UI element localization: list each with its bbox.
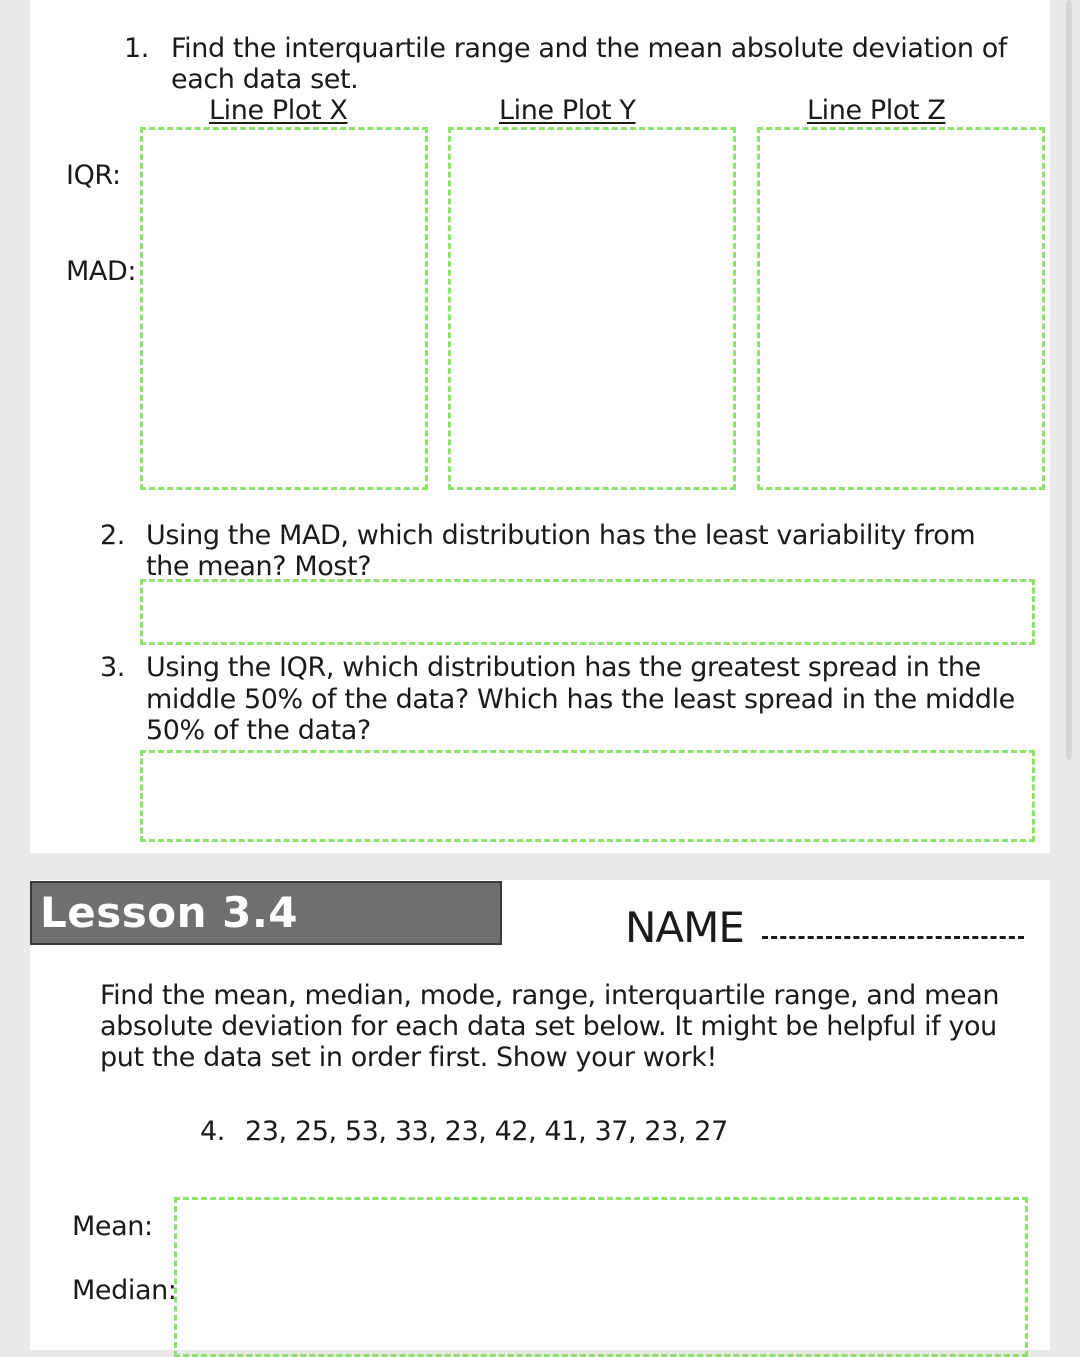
plot-y-title: Line Plot Y	[499, 95, 636, 126]
instructions-line2: absolute deviation for each data set below. It might be helpful if you	[100, 1011, 997, 1042]
mad-label: MAD:	[66, 256, 137, 287]
answer-box-q2[interactable]	[140, 579, 1035, 645]
iqr-label: IQR:	[66, 160, 121, 191]
q1-text-line1: Find the interquartile range and the mean absolute deviation of	[171, 33, 1007, 64]
plot-x-title: Line Plot X	[209, 95, 348, 126]
answer-box-plot-x[interactable]	[140, 127, 428, 490]
instructions-line1: Find the mean, median, mode, range, interquartile range, and mean	[100, 980, 1000, 1011]
q2-text-line2: the mean? Most?	[146, 551, 372, 582]
answer-box-plot-y[interactable]	[448, 127, 736, 490]
answer-box-q3[interactable]	[140, 750, 1035, 842]
mean-label: Mean:	[72, 1211, 153, 1242]
q1-text-line2: each data set.	[171, 64, 359, 95]
instructions-line3: put the data set in order first. Show your work!	[100, 1042, 717, 1073]
plot-z-title: Line Plot Z	[807, 95, 946, 126]
q4-data-set: 23, 25, 53, 33, 23, 42, 41, 37, 23, 27	[245, 1116, 728, 1147]
q1-number: 1.	[124, 33, 149, 64]
median-label: Median:	[72, 1275, 177, 1306]
q2-number: 2.	[100, 520, 125, 551]
q4-number: 4.	[200, 1116, 225, 1147]
q3-number: 3.	[100, 652, 125, 683]
name-label: NAME	[625, 903, 744, 952]
q2-text-line1: Using the MAD, which distribution has the least variability from	[146, 520, 976, 551]
q3-text-line3: 50% of the data?	[146, 715, 371, 746]
q3-text-line1: Using the IQR, which distribution has the greatest spread in the	[146, 652, 981, 683]
q3-text-line2: middle 50% of the data? Which has the least spread in the middle	[146, 684, 1015, 715]
scrollbar[interactable]	[1066, 0, 1072, 760]
answer-box-q4[interactable]	[174, 1197, 1028, 1357]
answer-box-plot-z[interactable]	[757, 127, 1045, 490]
lesson-title-banner: Lesson 3.4 Practice	[30, 881, 502, 945]
name-blank-line[interactable]	[762, 936, 1024, 939]
